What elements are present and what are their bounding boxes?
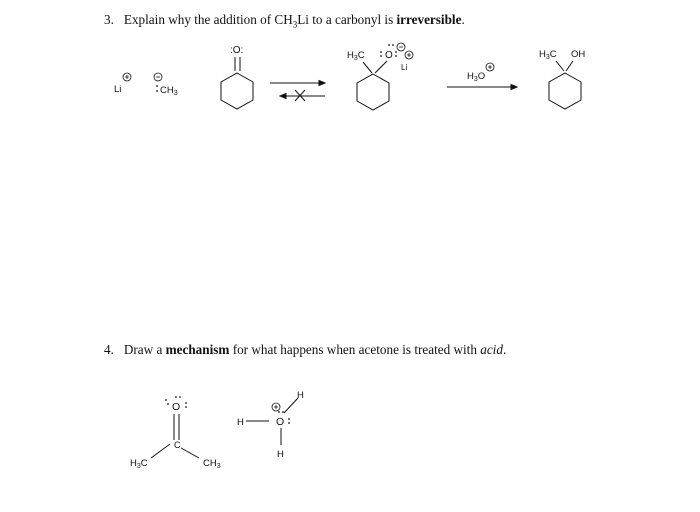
li-label: Li <box>401 63 408 72</box>
question-4-number: 4. <box>104 342 114 357</box>
ch3-label: $CH_3$ <box>203 458 221 470</box>
blocked-equilibrium-arrows <box>270 81 325 102</box>
cyclohexane-ring <box>221 73 253 109</box>
hydronium-oxygen-label: O <box>276 416 285 428</box>
lone-pair-dot <box>167 403 169 405</box>
h3o-reagent-label: $H_3O$ <box>467 71 486 83</box>
substituent-bonds <box>556 61 573 71</box>
lone-pair-dot <box>288 422 290 424</box>
question-4-text-b: for what happens when acetone is treated with <box>229 342 481 357</box>
substituent-bonds <box>363 61 387 73</box>
cyclohexane-ring <box>549 73 581 109</box>
lone-pair-dot <box>395 55 397 57</box>
lone-pair-dot <box>179 396 181 398</box>
question-3-end: . <box>461 12 465 27</box>
lone-pair-dot <box>380 51 382 53</box>
double-bond <box>235 57 240 71</box>
forward-arrowhead <box>319 81 325 86</box>
reaction-arrowhead <box>511 85 517 90</box>
hydrogen-bottom-label: H <box>277 449 284 460</box>
ch3-label: $CH_3$ <box>160 85 178 97</box>
lone-pair-dot <box>278 411 280 413</box>
reverse-arrowhead <box>280 94 286 99</box>
methyl-anion <box>154 73 178 97</box>
lone-pair-dot <box>288 418 290 420</box>
lone-pair-dot <box>175 396 177 398</box>
h3c-label: $H_3C$ <box>347 50 365 62</box>
lone-pair-dot <box>395 51 397 53</box>
li-label: Li <box>114 84 122 95</box>
lone-pair-dot <box>156 85 158 87</box>
lone-pair-dot <box>392 44 394 46</box>
h3c-label: $H_3C$ <box>130 458 148 470</box>
lone-pair-dot <box>282 411 284 413</box>
product-h3c-label: $H_3C$ <box>539 49 557 61</box>
question-3-subscript: 3 <box>292 19 298 30</box>
protonation-step <box>447 63 517 90</box>
lone-pair-dot <box>388 44 390 46</box>
hydrogen-left-label: H <box>237 417 244 428</box>
plus-sign <box>407 53 411 57</box>
lone-pair-dot <box>156 90 158 92</box>
plus-sign <box>125 75 129 79</box>
cyclohexane-ring <box>357 74 389 110</box>
hydrogen-top-label: H <box>297 390 304 401</box>
question-3-text: Explain why the addition of CH <box>123 12 293 27</box>
oh-bond-top <box>284 398 298 413</box>
carbonyl-oxygen-label: :O: <box>230 45 244 56</box>
product-oh-label: OH <box>571 49 586 60</box>
lithium-cation <box>114 73 131 95</box>
carbonyl-oxygen-label: O <box>172 401 181 413</box>
question-4-bold: mechanism <box>165 342 230 357</box>
lone-pair-dot <box>165 399 167 401</box>
cyclohexanone <box>221 45 253 109</box>
question-3-text-b: Li to a carbonyl is <box>297 12 397 27</box>
question-3-bold: irreversible <box>396 12 462 27</box>
acetone <box>130 396 221 470</box>
question-3-number: 3. <box>104 12 114 27</box>
double-bond <box>174 414 179 440</box>
carbonyl-carbon-label: C <box>174 440 181 450</box>
plus-sign <box>488 65 492 69</box>
lone-pair-dot <box>185 402 187 404</box>
methyllithium <box>114 73 178 97</box>
question-4-end: . <box>502 342 507 357</box>
tertiary-alcohol-product <box>539 49 585 109</box>
question-4-text: Draw a <box>123 342 166 357</box>
lone-pair-dot <box>185 406 187 408</box>
alkoxide-oxygen-label: O <box>385 50 393 61</box>
plus-sign <box>274 405 278 409</box>
lithium-alkoxide <box>347 43 413 110</box>
lone-pair-dot <box>380 55 382 57</box>
hydronium-ion <box>237 390 304 460</box>
question-4-italic: acid <box>480 342 503 357</box>
